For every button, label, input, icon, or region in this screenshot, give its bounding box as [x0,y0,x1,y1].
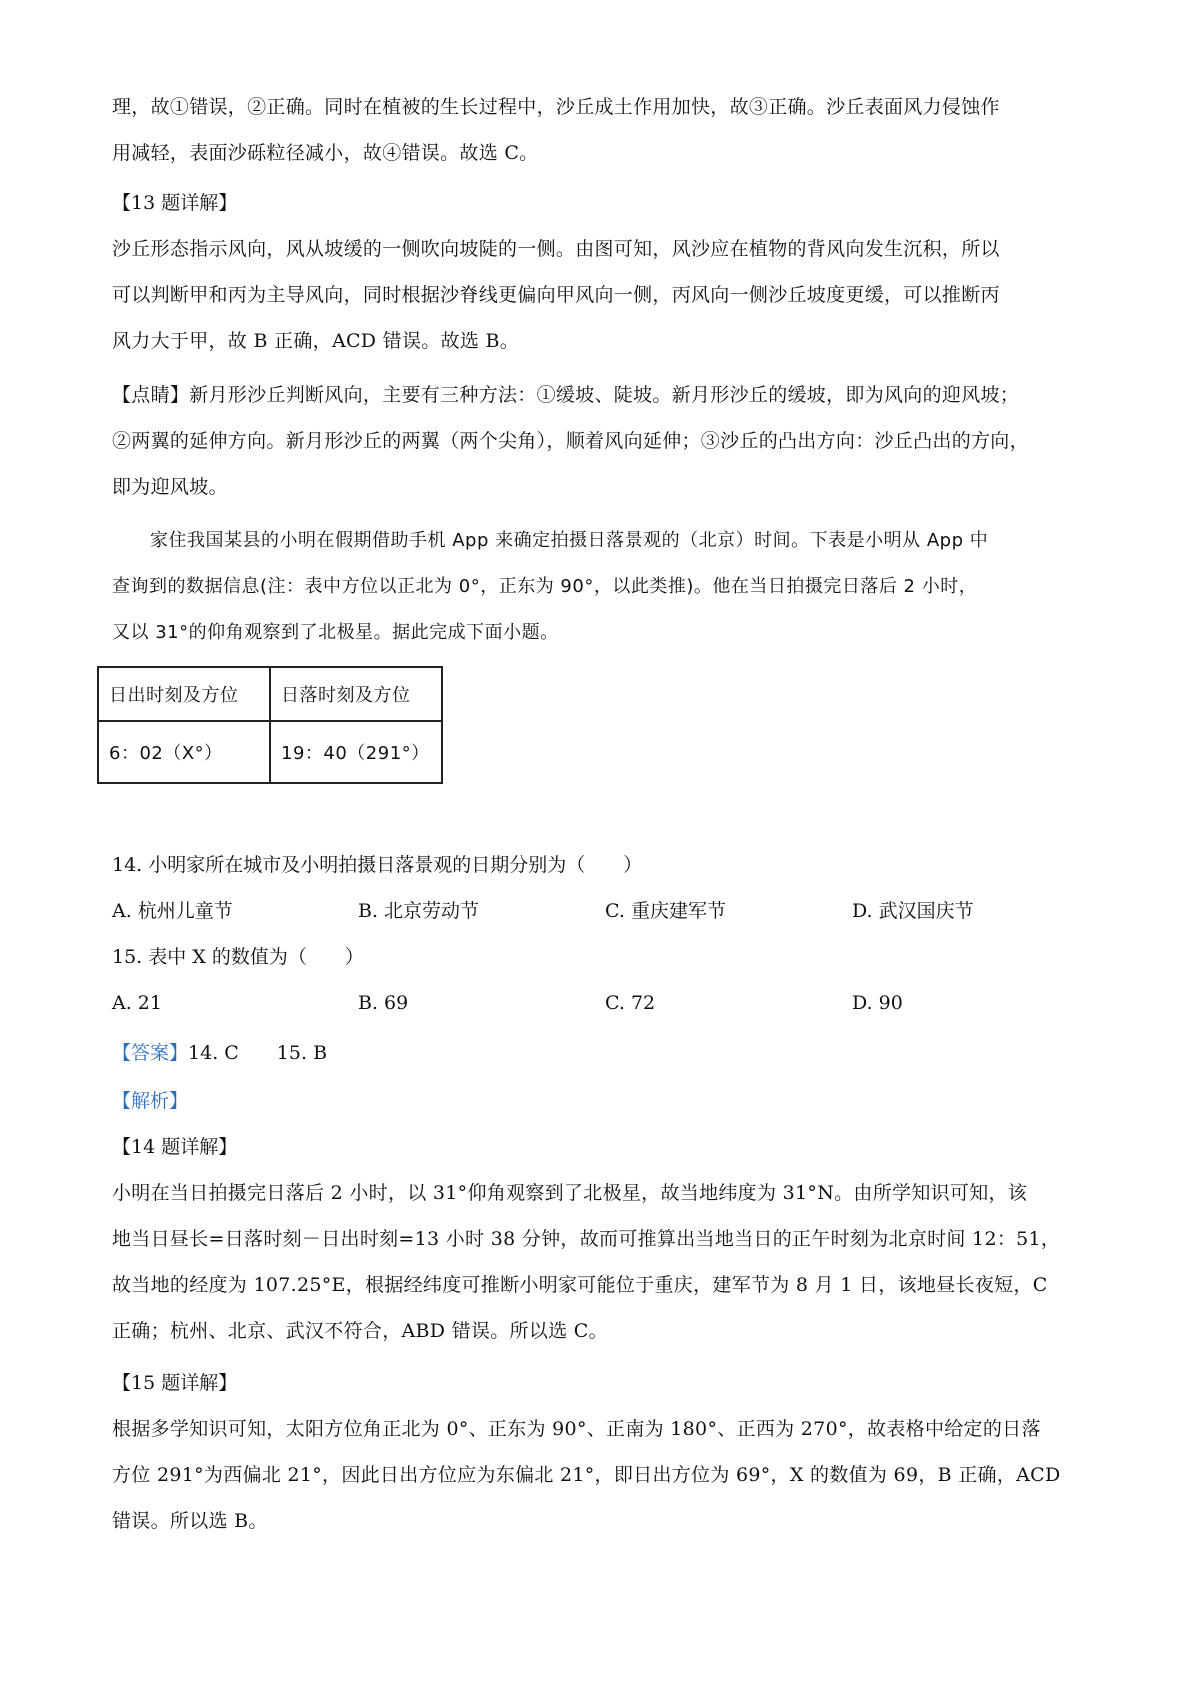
text-line: 地当日昼长=日落时刻－日出时刻=13 小时 38 分钟，故而可推算出当地当日的正午时刻为北京时间 12：51， [112,1228,1061,1250]
answer-text: 14. C 15. B [188,1042,328,1064]
table-cell: 19：40（291°） [270,721,442,783]
text-line: 正确；杭州、北京、武汉不符合，ABD 错误。所以选 C。 [112,1320,608,1342]
q14-detail-heading: 【14 题详解】 [112,1136,238,1158]
q15-option-d: D. 90 [852,992,903,1014]
table-header-cell: 日落时刻及方位 [270,667,442,721]
text-line: 故当地的经度为 107.25°E，根据经纬度可推断小明家可能位于重庆，建军节为 8 月 1 日，该地昼长夜短，C [112,1274,1048,1296]
q14-option-a: A. 杭州儿童节 [112,900,233,922]
q14-detail-text [112,1170,1102,1354]
q13-heading: 【13 题详解】 [112,192,238,214]
text-line: ②两翼的延伸方向。新月形沙丘的两翼（两个尖角），顺着风向延伸；③沙丘的凸出方向：沙丘凸出的方向， [112,430,1029,452]
text-line: 可以判断甲和丙为主导风向，同时根据沙脊线更偏向甲风向一侧，丙风向一侧沙丘坡度更缓，可以推断丙 [112,284,1000,306]
analysis-label: 【解析】 [112,1090,189,1112]
q13-explanation [112,226,1102,364]
question-15-stem: 15. 表中 X 的数值为（ ） [112,946,364,968]
text-line: 方位 291°为西偏北 21°，因此日出方位应为东偏北 21°，即日出方位为 69°，X 的数值为 69，B 正确，ACD [112,1464,1061,1486]
problem-intro [112,518,1102,656]
table-header-row [98,667,442,721]
tip-paragraph [112,372,1102,510]
text-line: 即为迎风坡。 [112,476,228,498]
text-line: 小明在当日拍摄完日落后 2 小时，以 31°仰角观察到了北极星，故当地纬度为 31°N。由所学知识可知，该 [112,1182,1028,1204]
question-14-stem: 14. 小明家所在城市及小明拍摄日落景观的日期分别为（ ） [112,854,643,876]
text-line: 理，故①错误，②正确。同时在植被的生长过程中，沙丘成土作用加快，故③正确。沙丘表面风力侵蚀作 [112,96,1000,118]
q14-option-b: B. 北京劳动节 [358,900,480,922]
text-line: 家住我国某县的小明在假期借助手机 App 来确定拍摄日落景观的（北京）时间。下表是小明从 App 中 [150,530,989,551]
q15-option-c: C. 72 [605,992,656,1014]
q14-option-c: C. 重庆建军节 [605,900,726,922]
sun-data-table [97,666,443,784]
text-line: 风力大于甲，故 B 正确，ACD 错误。故选 B。 [112,330,520,352]
text-line: 又以 31°的仰角观察到了北极星。据此完成下面小题。 [112,622,559,643]
q15-detail-text [112,1406,1102,1544]
text-line: 【点睛】新月形沙丘判断风向，主要有三种方法：①缓坡、陡坡。新月形沙丘的缓坡，即为风向的迎风坡； [112,384,1020,406]
top-paragraph [112,84,1102,176]
table-header-cell: 日出时刻及方位 [98,667,270,721]
text-line: 查询到的数据信息(注：表中方位以正北为 0°，正东为 90°，以此类推)。他在当日拍摄完日落后 2 小时， [112,576,978,597]
answer-line [112,1030,327,1076]
q14-option-d: D. 武汉国庆节 [852,900,974,922]
table-cell: 6：02（X°） [98,721,270,783]
table-row [98,721,442,783]
q15-option-a: A. 21 [112,992,162,1014]
q15-detail-heading: 【15 题详解】 [112,1372,238,1394]
answer-label: 【答案】 [112,1042,189,1064]
text-line: 用减轻，表面沙砾粒径减小，故④错误。故选 C。 [112,142,539,164]
text-line: 根据多学知识可知，太阳方位角正北为 0°、正东为 90°、正南为 180°、正西为 270°，故表格中给定的日落 [112,1418,1041,1440]
text-line: 沙丘形态指示风向，风从坡缓的一侧吹向坡陡的一侧。由图可知，风沙应在植物的背风向发生沉积，所以 [112,238,1000,260]
q15-option-b: B. 69 [358,992,409,1014]
text-line: 错误。所以选 B。 [112,1510,268,1532]
